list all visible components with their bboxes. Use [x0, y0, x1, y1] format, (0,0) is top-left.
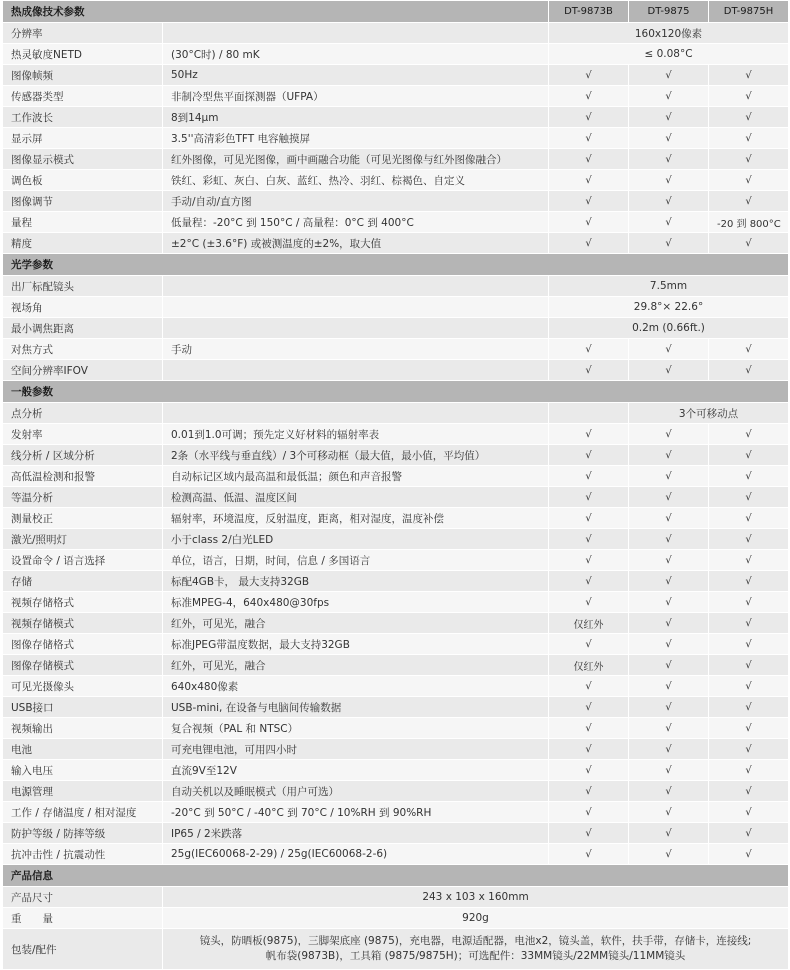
spec-row	[3, 44, 789, 65]
model-9875h-value: √	[709, 844, 789, 865]
spec-row	[3, 613, 789, 634]
spec-label: 传感器类型	[3, 86, 163, 107]
spec-label: 视频存储格式	[3, 592, 163, 613]
spec-description: 复合视频（PAL 和 NTSC）	[163, 718, 549, 739]
spec-row	[3, 191, 789, 212]
model-9875-value: √	[629, 802, 709, 823]
model-9875-value: √	[629, 424, 709, 445]
shared-value: 7.5mm	[549, 276, 789, 297]
model-9873b-value: √	[549, 487, 629, 508]
spec-description: 自动标记区域内最高温和最低温；颜色和声音报警	[163, 466, 549, 487]
model-9875-value: √	[629, 676, 709, 697]
spec-row	[3, 571, 789, 592]
spec-label: 电源管理	[3, 781, 163, 802]
spec-description	[163, 23, 549, 44]
model-9875h-value: √	[709, 508, 789, 529]
model-9873b-value: √	[549, 676, 629, 697]
spec-label: 调色板	[3, 170, 163, 191]
model-9875h-value: √	[709, 339, 789, 360]
spec-label: USB接口	[3, 697, 163, 718]
model-9875h-value: √	[709, 149, 789, 170]
spec-row	[3, 360, 789, 381]
model-9875-value: √	[629, 487, 709, 508]
model-9875h-value: √	[709, 655, 789, 676]
model-9875h-value: √	[709, 613, 789, 634]
model-9875h-value: √	[709, 676, 789, 697]
spec-row	[3, 339, 789, 360]
spec-row	[3, 318, 789, 339]
spec-label: 高低温检测和报警	[3, 466, 163, 487]
model-9873b-value: √	[549, 128, 629, 149]
spec-label: 设置命令 / 语言选择	[3, 550, 163, 571]
model-9873b-value: √	[549, 508, 629, 529]
package-contents	[163, 929, 789, 970]
spec-description: 2条（水平线与垂直线）/ 3个可移动框（最大值，最小值，平均值）	[163, 445, 549, 466]
shared-value: 29.8°× 22.6°	[549, 297, 789, 318]
spec-row	[3, 760, 789, 781]
spec-row	[3, 466, 789, 487]
model-9875h-value: √	[709, 781, 789, 802]
spec-description	[163, 403, 549, 424]
shared-value: 3个可移动点	[629, 403, 789, 424]
shared-value: 160x120像素	[549, 23, 789, 44]
spec-label: 线分析 / 区域分析	[3, 445, 163, 466]
spec-description: USB-mini, 在设备与电脑间传输数据	[163, 697, 549, 718]
product-row	[3, 908, 789, 929]
spec-description: 手动/自动/直方图	[163, 191, 549, 212]
spec-table	[2, 0, 789, 970]
model-9873b-value: √	[549, 781, 629, 802]
model-9873b-value: √	[549, 466, 629, 487]
model-9875-value: √	[629, 339, 709, 360]
spec-description: 25g(IEC60068-2-29) / 25g(IEC60068-2-6)	[163, 844, 549, 865]
spec-row	[3, 170, 789, 191]
model-9873b-value: √	[549, 739, 629, 760]
spec-description: 手动	[163, 339, 549, 360]
spec-description	[163, 318, 549, 339]
spec-row	[3, 487, 789, 508]
model-9873b-value: √	[549, 802, 629, 823]
spec-row	[3, 718, 789, 739]
product-value: 243 x 103 x 160mm	[163, 887, 789, 908]
spec-description: 单位，语言，日期，时间，信息 / 多国语言	[163, 550, 549, 571]
model-9873b-value: √	[549, 107, 629, 128]
model-9873b-value: √	[549, 360, 629, 381]
spec-row	[3, 445, 789, 466]
model-9875h-value: √	[709, 191, 789, 212]
spec-row	[3, 107, 789, 128]
spec-label: 可见光摄像头	[3, 676, 163, 697]
spec-description: 辐射率，环境温度，反射温度，距离，相对湿度，温度补偿	[163, 508, 549, 529]
spec-row	[3, 276, 789, 297]
spec-description: 低量程：-20°C 到 150°C / 高量程：0°C 到 400°C	[163, 212, 549, 233]
model-9873b-value: √	[549, 697, 629, 718]
spec-description: 标准JPEG带温度数据，最大支持32GB	[163, 634, 549, 655]
model-9875-value: √	[629, 360, 709, 381]
model-header-9873b: DT-9873B	[549, 1, 629, 23]
model-9875h-value: √	[709, 170, 789, 191]
model-9875-value: √	[629, 529, 709, 550]
spec-label: 测量校正	[3, 508, 163, 529]
model-9873b-value: √	[549, 718, 629, 739]
spec-description: 红外图像，可见光图像，画中画融合功能（可见光图像与红外图像融合）	[163, 149, 549, 170]
spec-description: 非制冷型焦平面探测器（UFPA）	[163, 86, 549, 107]
model-9873b-value: √	[549, 149, 629, 170]
model-9875h-value: √	[709, 550, 789, 571]
model-9875h-value: √	[709, 65, 789, 86]
model-9875h-value: -20 到 800°C	[709, 212, 789, 233]
model-9875-value: √	[629, 149, 709, 170]
spec-description: 0.01到1.0可调；预先定义好材料的辐射率表	[163, 424, 549, 445]
product-row	[3, 887, 789, 908]
spec-row	[3, 128, 789, 149]
model-9875h-value: √	[709, 760, 789, 781]
model-9873b-value: √	[549, 571, 629, 592]
spec-label: 重 量	[3, 908, 163, 929]
section-title: 一般参数	[3, 381, 789, 403]
spec-label: 热灵敏度NETD	[3, 44, 163, 65]
spec-label: 图像存储模式	[3, 655, 163, 676]
model-9875h-value: √	[709, 634, 789, 655]
model-9873b-value: √	[549, 65, 629, 86]
spec-description: 红外，可见光，融合	[163, 655, 549, 676]
spec-description: 检测高温、低温、温度区间	[163, 487, 549, 508]
spec-label: 精度	[3, 233, 163, 254]
model-9873b-value: 仅红外	[549, 655, 629, 676]
spec-row	[3, 676, 789, 697]
spec-label: 激光/照明灯	[3, 529, 163, 550]
model-9875-value: √	[629, 128, 709, 149]
spec-description: (30°C时) / 80 mK	[163, 44, 549, 65]
model-9875h-value: √	[709, 360, 789, 381]
product-value: 920g	[163, 908, 789, 929]
model-9875h-value: √	[709, 739, 789, 760]
model-9873b-value: √	[549, 529, 629, 550]
spec-label: 图像帧频	[3, 65, 163, 86]
model-9875-value: √	[629, 445, 709, 466]
model-9875h-value: √	[709, 466, 789, 487]
model-9875-value: √	[629, 212, 709, 233]
spec-row	[3, 149, 789, 170]
spec-row	[3, 233, 789, 254]
model-9875h-value: √	[709, 802, 789, 823]
model-9875-value: √	[629, 781, 709, 802]
model-9873b-value: √	[549, 634, 629, 655]
model-9873b-value: √	[549, 592, 629, 613]
spec-row	[3, 297, 789, 318]
model-9873b-value: √	[549, 233, 629, 254]
model-9875h-value: √	[709, 529, 789, 550]
model-9875-value: √	[629, 466, 709, 487]
model-9875-value: √	[629, 65, 709, 86]
package-line-1: 镜头，防晒板(9875)，三脚架底座 (9875)，充电器，电源适配器，电池x2，镜头盖，软件，扶手带，存储卡，连接线;	[199, 935, 752, 947]
model-9875-value: √	[629, 592, 709, 613]
spec-row	[3, 424, 789, 445]
spec-label: 空间分辨率IFOV	[3, 360, 163, 381]
model-9873b-value: √	[549, 760, 629, 781]
spec-label: 等温分析	[3, 487, 163, 508]
model-9873b-value: √	[549, 823, 629, 844]
spec-row	[3, 23, 789, 44]
model-9875h-value: √	[709, 107, 789, 128]
spec-row	[3, 212, 789, 233]
model-9875h-value: √	[709, 487, 789, 508]
spec-label: 分辨率	[3, 23, 163, 44]
spec-row	[3, 655, 789, 676]
model-9875h-value: √	[709, 128, 789, 149]
model-9873b-value: √	[549, 86, 629, 107]
spec-row	[3, 823, 789, 844]
model-9875h-value: √	[709, 424, 789, 445]
model-9875-value: √	[629, 844, 709, 865]
spec-description: IP65 / 2米跌落	[163, 823, 549, 844]
spec-description: 标配4GB卡， 最大支持32GB	[163, 571, 549, 592]
spec-row	[3, 403, 789, 424]
model-9875-value: √	[629, 823, 709, 844]
shared-value: 0.2m (0.66ft.)	[549, 318, 789, 339]
model-9875h-value: √	[709, 445, 789, 466]
model-9873b-value: √	[549, 445, 629, 466]
model-9875-value: √	[629, 634, 709, 655]
spec-description: 小于class 2/白光LED	[163, 529, 549, 550]
model-9875-value: √	[629, 86, 709, 107]
model-9875h-value: √	[709, 86, 789, 107]
model-header-9875h: DT-9875H	[709, 1, 789, 23]
model-9875-value: √	[629, 760, 709, 781]
spec-description: 3.5''高清彩色TFT 电容触摸屏	[163, 128, 549, 149]
spec-label: 抗冲击性 / 抗震动性	[3, 844, 163, 865]
spec-label: 产品尺寸	[3, 887, 163, 908]
spec-row	[3, 697, 789, 718]
model-9875h-value: √	[709, 571, 789, 592]
spec-label: 对焦方式	[3, 339, 163, 360]
spec-label: 出厂标配镜头	[3, 276, 163, 297]
model-9873b-value: √	[549, 191, 629, 212]
section-header-general	[3, 381, 789, 403]
model-9875h-value: √	[709, 592, 789, 613]
spec-label: 电池	[3, 739, 163, 760]
package-line-2: 帆布袋(9873B)，工具箱 (9875/9875H)；可选配件：33MM镜头/22MM镜头/11MM镜头	[265, 950, 686, 962]
spec-description: 直流9V至12V	[163, 760, 549, 781]
spec-row	[3, 739, 789, 760]
section-title: 产品信息	[3, 865, 789, 887]
spec-row	[3, 844, 789, 865]
spec-label: 图像显示模式	[3, 149, 163, 170]
spec-label: 防护等级 / 防摔等级	[3, 823, 163, 844]
spec-row	[3, 634, 789, 655]
model-9875-value: √	[629, 697, 709, 718]
model-9875-value: √	[629, 233, 709, 254]
spec-description: 铁红、彩虹、灰白、白灰、蓝红、热冷、羽红、棕褐色、自定义	[163, 170, 549, 191]
spec-row	[3, 592, 789, 613]
model-9875-value: √	[629, 550, 709, 571]
spec-description	[163, 276, 549, 297]
spec-label: 量程	[3, 212, 163, 233]
spec-description: -20°C 到 50°C / -40°C 到 70°C / 10%RH 到 90%RH	[163, 802, 549, 823]
spec-description: 8到14μm	[163, 107, 549, 128]
model-9875-value: √	[629, 655, 709, 676]
model-9875h-value: √	[709, 233, 789, 254]
section-title: 热成像技术参数	[3, 1, 549, 23]
model-9875-value: √	[629, 170, 709, 191]
model-header-9875: DT-9875	[629, 1, 709, 23]
spec-row	[3, 529, 789, 550]
spec-label: 发射率	[3, 424, 163, 445]
spec-row	[3, 802, 789, 823]
model-9873b-value: √	[549, 170, 629, 191]
spec-row	[3, 781, 789, 802]
model-9875h-value: √	[709, 823, 789, 844]
model-9873b-value: √	[549, 212, 629, 233]
product-row	[3, 929, 789, 970]
section-header-product	[3, 865, 789, 887]
model-9875-value: √	[629, 739, 709, 760]
spec-row	[3, 65, 789, 86]
spec-label: 图像存储格式	[3, 634, 163, 655]
section-title: 光学参数	[3, 254, 789, 276]
spec-description: 可充电锂电池，可用四小时	[163, 739, 549, 760]
spec-description	[163, 297, 549, 318]
spec-label: 输入电压	[3, 760, 163, 781]
spec-label: 视频存储模式	[3, 613, 163, 634]
spec-description	[163, 360, 549, 381]
model-9875-value: √	[629, 107, 709, 128]
model-9873b-value: √	[549, 424, 629, 445]
spec-label: 图像调节	[3, 191, 163, 212]
spec-description: 红外，可见光，融合	[163, 613, 549, 634]
spec-row	[3, 86, 789, 107]
section-header-optics	[3, 254, 789, 276]
model-9873b-value: √	[549, 844, 629, 865]
model-9873b-value: √	[549, 550, 629, 571]
spec-label: 工作波长	[3, 107, 163, 128]
spec-description: 自动关机以及睡眠模式（用户可选）	[163, 781, 549, 802]
spec-label: 视频输出	[3, 718, 163, 739]
model-9873b-value	[549, 403, 629, 424]
spec-description: ±2°C (±3.6°F) 或被测温度的±2%，取大值	[163, 233, 549, 254]
model-9875-value: √	[629, 718, 709, 739]
model-9873b-value: √	[549, 339, 629, 360]
spec-label: 点分析	[3, 403, 163, 424]
spec-description: 标准MPEG-4，640x480@30fps	[163, 592, 549, 613]
model-9875-value: √	[629, 613, 709, 634]
spec-label: 包装/配件	[3, 929, 163, 970]
spec-description: 640x480像素	[163, 676, 549, 697]
model-9875-value: √	[629, 191, 709, 212]
spec-label: 工作 / 存储温度 / 相对湿度	[3, 802, 163, 823]
spec-label: 显示屏	[3, 128, 163, 149]
spec-description: 50Hz	[163, 65, 549, 86]
model-9875h-value: √	[709, 697, 789, 718]
spec-label: 视场角	[3, 297, 163, 318]
spec-row	[3, 508, 789, 529]
model-9873b-value: 仅红外	[549, 613, 629, 634]
model-9875h-value: √	[709, 718, 789, 739]
section-header-thermal	[3, 1, 789, 23]
model-9875-value: √	[629, 571, 709, 592]
model-9875-value: √	[629, 508, 709, 529]
spec-row	[3, 550, 789, 571]
shared-value: ≤ 0.08°C	[549, 44, 789, 65]
spec-label: 最小调焦距离	[3, 318, 163, 339]
spec-label: 存储	[3, 571, 163, 592]
